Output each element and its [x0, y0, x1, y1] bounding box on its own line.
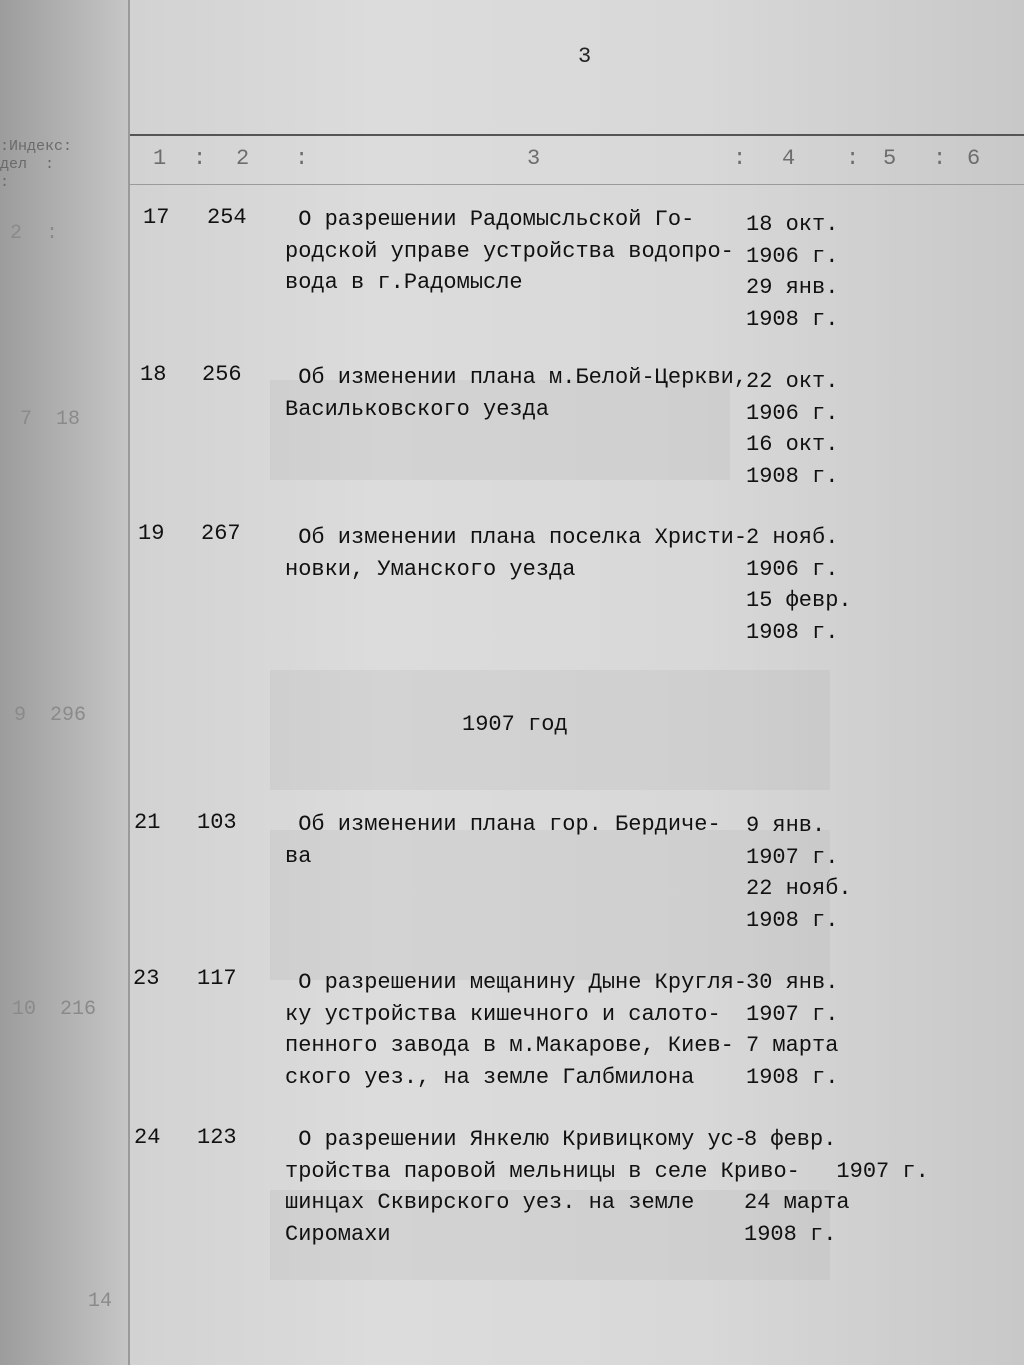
case-description: О разрешении мещанину Дыне Кругля- ку устройства кишечного и салото- пенного завода в м.Макарове, Киев- ского уез., на земле Галбмилона	[285, 970, 748, 1090]
column-separator: :	[846, 146, 860, 171]
year-heading: 1907 год	[462, 712, 568, 737]
facing-page-number: 10 216	[12, 998, 97, 1021]
column-header-1: 1	[153, 146, 167, 171]
facing-page-subheader: 2 :	[10, 222, 59, 245]
case-description: О разрешении Радомысльской Го- родской управе устройства водопро- вода в г.Радомысле	[285, 207, 734, 295]
case-number: 256	[202, 362, 242, 387]
table-header-rule	[130, 184, 1024, 185]
column-header-3: 3	[527, 146, 541, 171]
column-separator: :	[733, 146, 747, 171]
row-number: 18	[140, 362, 167, 387]
row-number: 21	[134, 810, 161, 835]
row-number: 17	[143, 205, 170, 230]
row-number: 19	[138, 521, 165, 546]
table-header-rule	[130, 134, 1024, 136]
facing-page-number: 9 296	[14, 704, 87, 727]
column-header-4: 4	[782, 146, 796, 171]
case-number: 123	[197, 1125, 237, 1150]
facing-page-number: 7 18	[20, 408, 81, 431]
case-description: Об изменении плана м.Белой-Церкви, Васильковского уезда	[285, 365, 748, 422]
row-number: 24	[134, 1125, 161, 1150]
case-description: Об изменении плана гор. Бердиче- ва	[285, 812, 721, 869]
case-dates: 2 нояб. 1906 г. 15 февр. 1908 г.	[746, 525, 852, 645]
case-description: Об изменении плана поселка Христи- новки, Уманского уезда	[285, 525, 748, 582]
case-number: 254	[207, 205, 247, 230]
case-number: 103	[197, 810, 237, 835]
facing-page-header: :Индекс: дел : :	[0, 138, 73, 191]
case-dates: 22 окт. 1906 г. 16 окт. 1908 г.	[746, 369, 839, 489]
facing-page-number: 14	[88, 1290, 113, 1313]
case-dates: 30 янв. 1907 г. 7 марта 1908 г.	[746, 970, 839, 1090]
case-number: 117	[197, 966, 237, 991]
column-header-5: 5	[883, 146, 897, 171]
column-separator: :	[193, 146, 207, 171]
facing-page-edge	[0, 0, 130, 1365]
column-header-6: 6	[967, 146, 981, 171]
column-separator: :	[933, 146, 947, 171]
column-separator: :	[295, 146, 309, 171]
column-header-2: 2	[236, 146, 250, 171]
row-number: 23	[133, 966, 160, 991]
case-description: О разрешении Янкелю Кривицкому ус- тройства паровой мельницы в селе Криво- шинцах Сквирского уез. на земле Сиромахи	[285, 1127, 800, 1247]
page-number: 3	[578, 44, 592, 69]
case-number: 267	[201, 521, 241, 546]
case-dates: 8 февр. 1907 г. 24 марта 1908 г.	[744, 1127, 929, 1247]
case-dates: 18 окт. 1906 г. 29 янв. 1908 г.	[746, 212, 839, 332]
case-dates: 9 янв. 1907 г. 22 нояб. 1908 г.	[746, 813, 852, 933]
